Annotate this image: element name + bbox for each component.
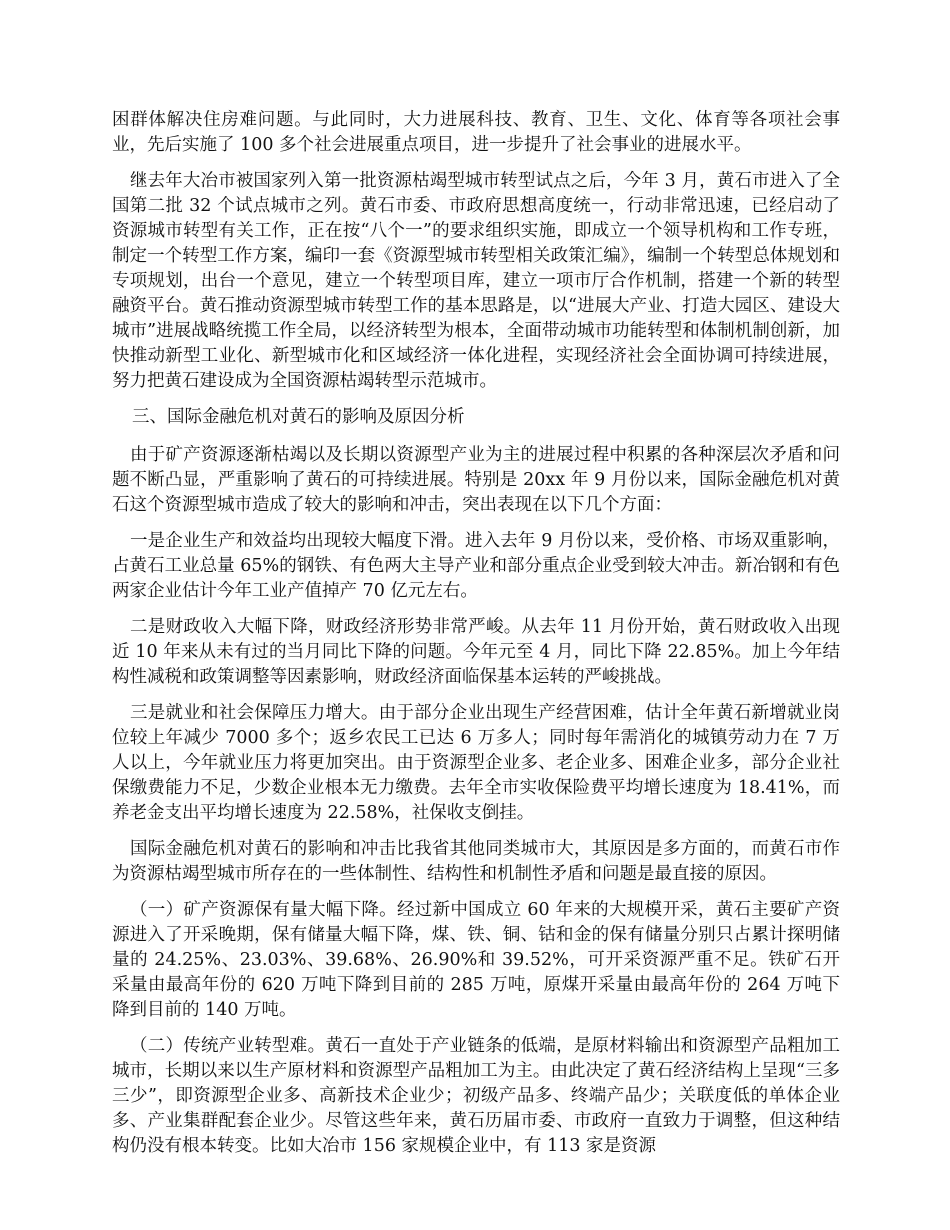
paragraph-5: 二是财政收入大幅下降，财政经济形势非常严峻。从去年 11 月份开始，黄石财政收入出现近 10 年来从未有过的当月同比下降的问题。今年元至 4 月，同比下降 22.85%。加上今年结构性减税和政策调整等因素影响，财政经济面临保基本运转的严峻挑战。 [112, 617, 840, 687]
paragraph-4: 一是企业生产和效益均出现较大幅度下滑。进入去年 9 月份以来，受价格、市场双重影响，占黄石工业总量 65%的钢铁、有色两大主导产业和部分重点企业受到较大冲击。新冶钢和有色两家企业估计今年工业产值掉产 70 亿元左右。 [112, 531, 840, 601]
paragraph-1: 困群体解决住房难问题。与此同时，大力进展科技、教育、卫生、文化、体育等各项社会事业，先后实施了 100 多个社会进展重点项目，进一步提升了社会事业的进展水平。 [112, 110, 840, 155]
paragraph-8: （一）矿产资源保有量大幅下降。经过新中国成立 60 年来的大规模开采，黄石主要矿产资源进入了开采晚期，保有储量大幅下降，煤、铁、铜、钴和金的保有储量分别只占累计探明储量的 24.25%、23.03%、39.68%、26.90%和 39.52%，可开采资源严重不足。铁矿石开采量由最高年份的 620 万吨下降到目前的 285 万吨，原煤开采量由最高年份的 264 万吨下降到目前的 140 万吨。 [112, 900, 840, 1020]
paragraph-6: 三是就业和社会保障压力增大。由于部分企业出现生产经营困难，估计全年黄石新增就业岗位较上年减少 7000 多个；返乡农民工已达 6 万多人；同时每年需消化的城镇劳动力在 7 万人以上，今年就业压力将更加突出。由于资源型企业多、老企业多、困难企业多，部分企业社保缴费能力不足，少数企业根本无力缴费。去年全市实收保险费平均增长速度为 18.41%，而养老金支出平均增长速度为 22.58%，社保收支倒挂。 [112, 703, 840, 823]
document-page [112, 108, 840, 1170]
paragraph-9: （二）传统产业转型难。黄石一直处于产业链条的低端，是原材料输出和资源型产品粗加工城市，长期以来以生产原材料和资源型产品粗加工为主。由此决定了黄石经济结构上呈现“三多三少”，即资源型企业多、高新技术企业少；初级产品多、终端产品少；关联度低的单体企业多、产业集群配套企业少。尽管这些年来，黄石历届市委、市政府一直致力于调整，但这种结构仍没有根本转变。比如大冶市 156 家规模企业中，有 113 家是资源 [112, 1036, 840, 1156]
section-heading: 三、国际金融危机对黄石的影响及原因分析 [132, 407, 465, 427]
paragraph-3: 由于矿产资源逐渐枯竭以及长期以资源型产业为主的进展过程中积累的各种深层次矛盾和问题不断凸显，严重影响了黄石的可持续进展。特别是 20xx 年 9 月份以来，国际金融危机对黄石这个资源型城市造成了较大的影响和冲击，突出表现在以下几个方面： [112, 445, 840, 515]
paragraph-2: 继去年大冶市被国家列入第一批资源枯竭型城市转型试点之后，今年 3 月，黄石市进入了全国第二批 32 个试点城市之列。黄石市委、市政府思想高度统一，行动非常迅速，已经启动了资源城市转型有关工作，正在按“八个一”的要求组织实施，即成立一个领导机构和工作专班，制定一个转型工作方案，编印一套《资源型城市转型相关政策汇编》，编制一个转型总体规划和专项规划，出台一个意见，建立一个转型项目库，建立一项市厅合作机制，搭建一个新的转型融资平台。黄石推动资源型城市转型工作的基本思路是，以“进展大产业、打造大园区、建设大城市”进展战略统揽工作全局，以经济转型为根本，全面带动城市功能转型和体制机制创新，加快推动新型工业化、新型城市化和区域经济一体化进程，实现经济社会全面协调可持续进展，努力把黄石建设成为全国资源枯竭转型示范城市。 [112, 171, 840, 391]
paragraph-7: 国际金融危机对黄石的影响和冲击比我省其他同类城市大，其原因是多方面的，而黄石市作为资源枯竭型城市所存在的一些体制性、结构性和机制性矛盾和问题是最直接的原因。 [112, 839, 840, 884]
